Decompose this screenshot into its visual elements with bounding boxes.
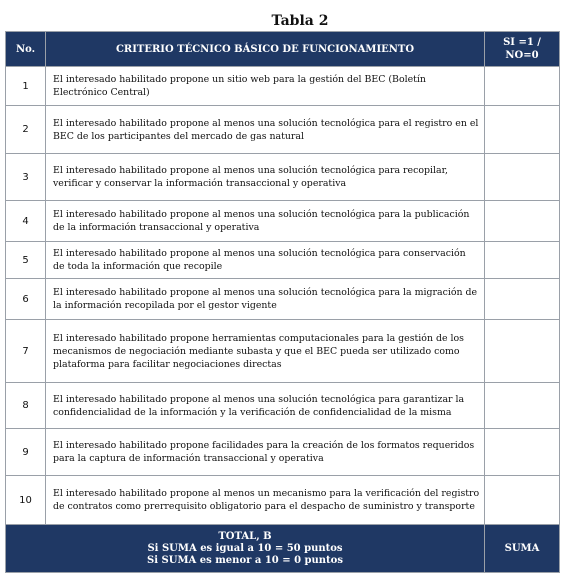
footer-line1: TOTAL, B [218,530,272,542]
header-no: No. [6,32,46,67]
criteria-table [5,31,560,573]
row-criterion: El interesado habilitado propone herramientas computacionales para la gestión de los mecanismos de negociación mediante subasta y que el BEC pueda ser utilizado como plataforma para facilitar negociaciones directas [46,320,485,383]
table-row [6,279,560,320]
table-row [6,106,560,154]
row-number: 10 [6,476,46,525]
row-score-cell[interactable] [485,106,560,154]
row-score-cell[interactable] [485,154,560,201]
row-number: 1 [6,67,46,106]
table-row [6,154,560,201]
row-score-cell[interactable] [485,201,560,242]
row-number: 4 [6,201,46,242]
table-row [6,242,560,279]
row-score-cell[interactable] [485,242,560,279]
row-criterion: El interesado habilitado propone al menos una solución tecnológica para recopilar, verificar y conservar la información transaccional y operativa [46,154,485,201]
row-score-cell[interactable] [485,476,560,525]
header-si-no-line2: NO=0 [505,50,539,61]
header-si-no-line1: SI =1 / [503,37,541,48]
header-criterio: CRITERIO TÉCNICO BÁSICO DE FUNCIONAMIENTO [46,32,485,67]
table-footer-row [6,525,560,573]
table-row [6,67,560,106]
table-row [6,429,560,476]
row-number: 5 [6,242,46,279]
footer-total [6,525,485,573]
row-criterion: El interesado habilitado propone al menos una solución tecnológica para el registro en el BEC de los participantes del mercado de gas natural [46,106,485,154]
row-criterion: El interesado habilitado propone al menos una solución tecnológica para garantizar la confidencialidad de la información y la verificación de confidencialidad de la misma [46,383,485,429]
row-score-cell[interactable] [485,429,560,476]
table-row [6,383,560,429]
footer-suma: SUMA [485,525,560,573]
row-number: 6 [6,279,46,320]
header-si-no [485,32,560,67]
footer-line2: Si SUMA es igual a 10 = 50 puntos [147,542,343,554]
footer-line3: Si SUMA es menor a 10 = 0 puntos [147,554,343,566]
row-score-cell[interactable] [485,383,560,429]
row-number: 7 [6,320,46,383]
row-criterion: El interesado habilitado propone facilidades para la creación de los formatos requeridos para la captura de información transaccional y operativa [46,429,485,476]
row-score-cell[interactable] [485,320,560,383]
row-number: 9 [6,429,46,476]
table-row [6,476,560,525]
row-number: 8 [6,383,46,429]
table-row [6,320,560,383]
row-criterion: El interesado habilitado propone al menos un mecanismo para la verificación del registro de contratos como prerrequisito obligatorio para el despacho de suministro y transporte [46,476,485,525]
row-criterion: El interesado habilitado propone al menos una solución tecnológica para la migración de la información recopilada por el gestor vigente [46,279,485,320]
row-criterion: El interesado habilitado propone un sitio web para la gestión del BEC (Boletín Electrónico Central) [46,67,485,106]
row-number: 2 [6,106,46,154]
table-row [6,201,560,242]
row-score-cell[interactable] [485,67,560,106]
table-header-row [6,32,560,67]
row-score-cell[interactable] [485,279,560,320]
table-title: Tabla 2 [271,13,329,29]
row-criterion: El interesado habilitado propone al menos una solución tecnológica para conservación de toda la información que recopile [46,242,485,279]
row-number: 3 [6,154,46,201]
row-criterion: El interesado habilitado propone al menos una solución tecnológica para la publicación de la información transaccional y operativa [46,201,485,242]
